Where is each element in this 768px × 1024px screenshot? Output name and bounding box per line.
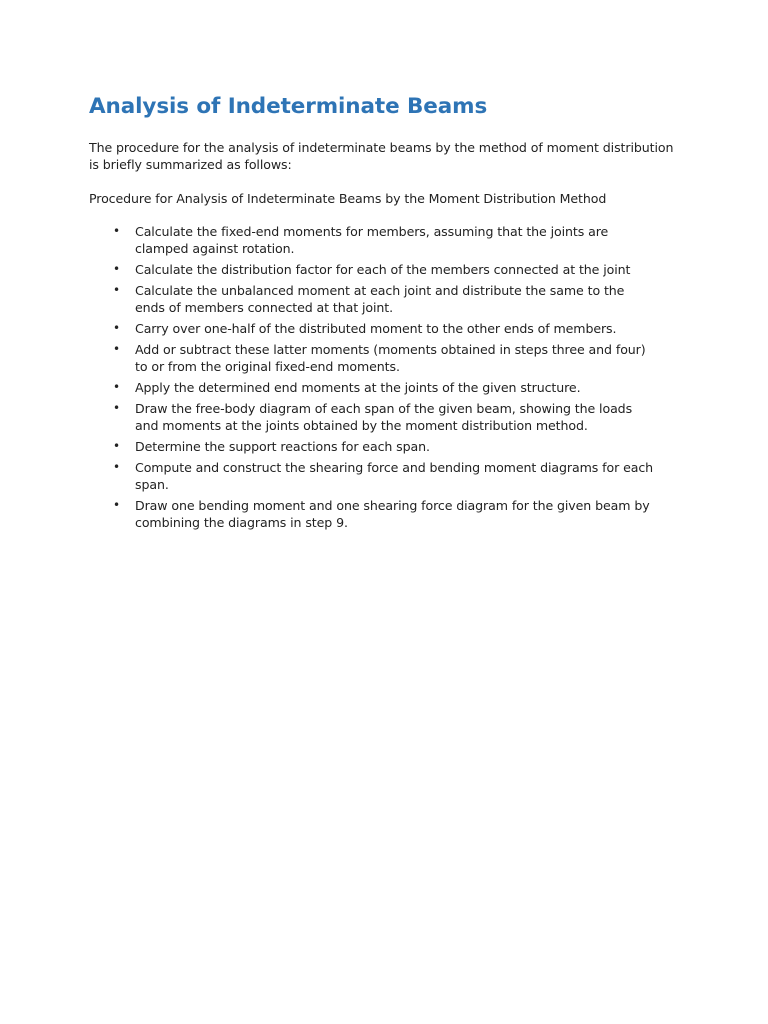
bullet-icon: • — [113, 401, 120, 415]
list-item — [89, 459, 655, 493]
procedure-steps-list — [89, 223, 689, 531]
step-text: Carry over one-half of the distributed moment to the other ends of members. — [135, 321, 617, 336]
list-item — [89, 497, 655, 531]
bullet-icon: • — [113, 283, 120, 297]
bullet-icon: • — [113, 262, 120, 276]
list-item — [89, 400, 655, 434]
list-item — [89, 341, 655, 375]
list-item — [89, 261, 655, 278]
list-item — [89, 282, 655, 316]
page-title: Analysis of Indeterminate Beams — [89, 94, 488, 119]
step-text: Calculate the fixed-end moments for members, assuming that the joints are clamped against rotation. — [135, 224, 609, 256]
step-text: Calculate the distribution factor for each of the members connected at the joint — [135, 262, 631, 277]
bullet-icon: • — [113, 460, 120, 474]
step-text: Add or subtract these latter moments (moments obtained in steps three and four) to or from the original fixed-end moments. — [135, 342, 646, 374]
bullet-icon: • — [113, 342, 120, 356]
step-text: Calculate the unbalanced moment at each joint and distribute the same to the ends of members connected at that joint. — [135, 283, 625, 315]
document-body — [89, 92, 689, 535]
bullet-icon: • — [113, 321, 120, 335]
step-text: Determine the support reactions for each span. — [135, 439, 430, 454]
step-text: Compute and construct the shearing force and bending moment diagrams for each span. — [135, 460, 654, 492]
intro-paragraph: The procedure for the analysis of indeterminate beams by the method of moment distribution is briefly summarized as follows: — [89, 140, 674, 172]
list-item — [89, 223, 655, 257]
bullet-icon: • — [113, 439, 120, 453]
step-text: Draw the free-body diagram of each span of the given beam, showing the loads and moments at the joints obtained by the moment distribution method. — [135, 401, 633, 433]
procedure-heading: Procedure for Analysis of Indeterminate Beams by the Moment Distribution Method — [89, 191, 607, 206]
bullet-icon: • — [113, 224, 120, 238]
list-item — [89, 379, 655, 396]
step-text: Apply the determined end moments at the joints of the given structure. — [135, 380, 581, 395]
bullet-icon: • — [113, 380, 120, 394]
bullet-icon: • — [113, 498, 120, 512]
step-text: Draw one bending moment and one shearing force diagram for the given beam by combining the diagrams in step 9. — [135, 498, 650, 530]
list-item — [89, 438, 655, 455]
list-item — [89, 320, 655, 337]
